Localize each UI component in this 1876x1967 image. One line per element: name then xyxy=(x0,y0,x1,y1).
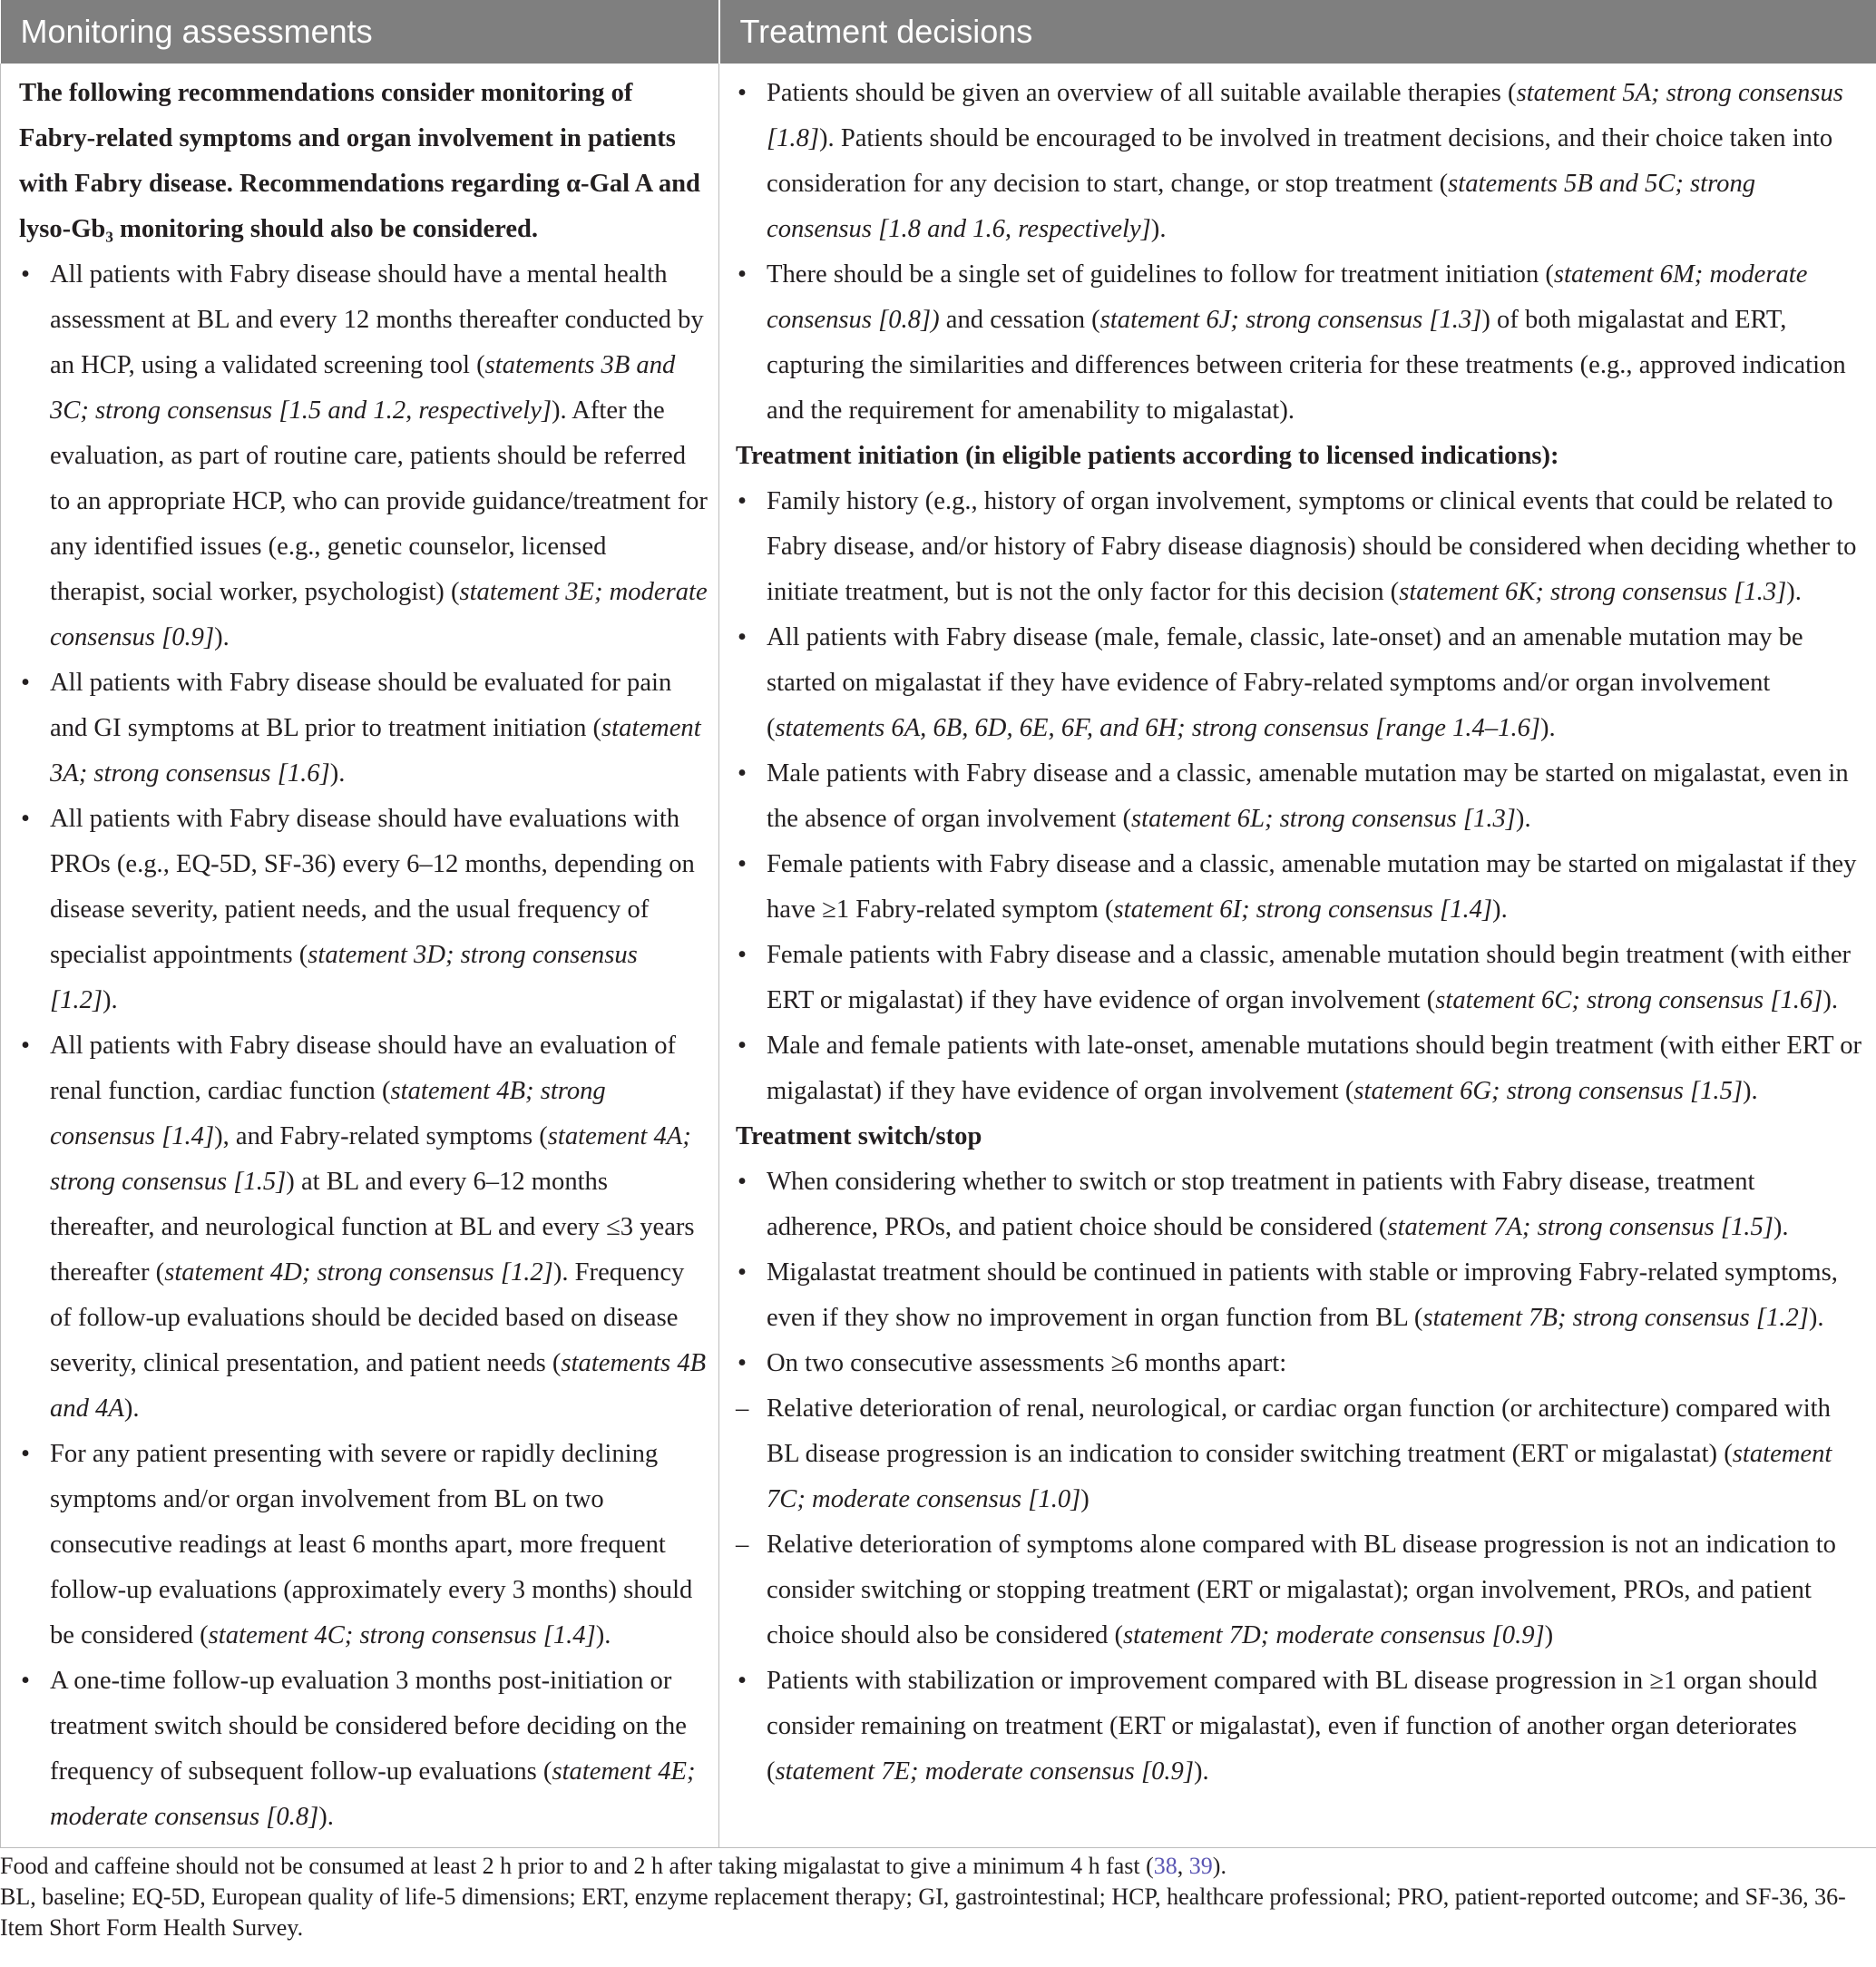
bullet-point: • xyxy=(738,79,747,107)
header-monitoring-assessments: Monitoring assessments xyxy=(1,0,719,64)
item-text: All patients with Fabry disease should have a mental health assessment at BL and every 12 months thereafter conducted by an HCP, using a validated screening tool ( xyxy=(50,260,704,379)
bullet-point: • xyxy=(21,1032,31,1060)
item-text: ). xyxy=(1150,215,1167,243)
treatment-initiation-item xyxy=(736,751,1867,842)
bullet-point: • xyxy=(21,260,31,289)
item-text: ). xyxy=(1743,1077,1758,1105)
bullet-point: • xyxy=(738,1032,747,1060)
monitoring-intro: The following recommendations consider monitoring of Fabry-related symptoms and organ involvement in patients with Fabry disease. Recommendations regarding α-Gal A and lyso-Gb₃ monitoring should also be considered. xyxy=(19,79,700,243)
table-body-row xyxy=(1,64,1876,1848)
treatment-general-item xyxy=(736,71,1867,252)
treatment-general-item xyxy=(736,252,1867,434)
bullet-point: • xyxy=(738,941,747,969)
item-text: On two consecutive assessments ≥6 months apart: xyxy=(767,1349,1287,1377)
statement-citation: statement 6J; strong consensus [1.3] xyxy=(1099,306,1482,334)
monitoring-list xyxy=(19,252,708,1840)
treatment-initiation-item xyxy=(736,1023,1867,1114)
abbreviations-note: BL, baseline; EQ-5D, European quality of life-5 dimensions; ERT, enzyme replacement therapy; GI, gastrointestinal; HCP, healthcare professional; PRO, patient-reported outcome; and SF-36, 36-Item Short Form Health Survey. xyxy=(0,1884,1846,1941)
item-text: For any patient presenting with severe or rapidly declining symptoms and/or organ involvement from BL on two consecutive readings at least 6 months apart, more frequent follow-up evaluations (approximately every 3 months) should be considered ( xyxy=(50,1440,693,1649)
treatment-initiation-item xyxy=(736,933,1867,1023)
statement-citation: statement 3A; strong consensus [1.6] xyxy=(50,714,701,788)
item-text: ). xyxy=(1193,1757,1209,1786)
bullet-point: • xyxy=(738,260,747,289)
item-text: There should be a single set of guidelines to follow for treatment initiation ( xyxy=(767,260,1554,289)
note-text: Food and caffeine should not be consumed at least 2 h prior to and 2 h after taking migalastat to give a minimum 4 h fast ( xyxy=(0,1853,1154,1879)
statement-citation: statement 5A; strong consensus [1.8] xyxy=(767,79,1843,152)
treatment-general-list xyxy=(736,71,1867,434)
item-text: Migalastat treatment should be continued in patients with stable or improving Fabry-related symptoms, even if they show no improvement in organ function from BL ( xyxy=(767,1258,1838,1332)
item-text: ). xyxy=(318,1803,334,1831)
bullet-point: • xyxy=(738,1258,747,1287)
item-text: Relative deterioration of renal, neurological, or cardiac organ function (or architecture) compared with BL disease progression is an indication to consider switching treatment (ERT or migalastat) ( xyxy=(767,1395,1831,1468)
statement-citation: statement 7B; strong consensus [1.2] xyxy=(1422,1304,1809,1332)
treatment-switch-item xyxy=(736,1386,1867,1522)
statement-citation: statement 4E; moderate consensus [0.8] xyxy=(50,1757,696,1831)
bullet-point: • xyxy=(738,850,747,878)
dash-bullet: – xyxy=(736,1395,749,1423)
statement-citation: statement 6G; strong consensus [1.5] xyxy=(1353,1077,1744,1105)
item-text: Family history (e.g., history of organ involvement, symptoms or clinical events that could be related to Fabry disease, and/or history of Fabry disease diagnosis) should be considered when deciding whether to initiate treatment, but is not the only factor for this decision ( xyxy=(767,487,1857,606)
note-end: ). xyxy=(1212,1853,1226,1879)
treatment-switch-item xyxy=(736,1341,1867,1386)
statement-citation: statement 6L; strong consensus [1.3] xyxy=(1131,805,1516,833)
table-footnotes xyxy=(0,1851,1876,1943)
statement-citation: statements 4B and 4A xyxy=(50,1349,707,1423)
item-text: All patients with Fabry disease (male, female, classic, late-onset) and an amenable mutation may be started on migalastat if they have evidence of Fabry-related symptoms and/or organ involvement ( xyxy=(767,623,1803,742)
item-text: ). xyxy=(123,1395,140,1423)
bullet-point: • xyxy=(738,759,747,788)
bullet-point: • xyxy=(21,1440,31,1468)
statement-citation: statement 7C; moderate consensus [1.0] xyxy=(767,1440,1832,1513)
item-text: ). xyxy=(1822,986,1838,1014)
item-text: ). xyxy=(1540,714,1556,742)
bullet-point: • xyxy=(21,1667,31,1695)
item-text: ). xyxy=(1786,578,1802,606)
bullet-point: • xyxy=(738,487,747,515)
treatment-switch-list xyxy=(736,1160,1867,1795)
reference-link-39[interactable]: 39 xyxy=(1188,1853,1213,1879)
item-text: ). After the evaluation, as part of routine care, patients should be referred to an appropriate HCP, who can provide guidance/treatment for any identified issues (e.g., genetic counselor, licensed therapist, social worker, psychologist) ( xyxy=(50,396,708,606)
treatment-initiation-item xyxy=(736,479,1867,615)
monitoring-item xyxy=(19,797,708,1023)
treatment-switch-item xyxy=(736,1160,1867,1250)
item-text: Patients should be given an overview of all suitable available therapies ( xyxy=(767,79,1517,107)
item-text: All patients with Fabry disease should have an evaluation of renal function, cardiac function ( xyxy=(50,1032,677,1105)
monitoring-cell xyxy=(1,64,719,1848)
item-text: ), and Fabry-related symptoms ( xyxy=(214,1122,548,1150)
item-text: ). xyxy=(1515,805,1531,833)
statement-citation: statement 6C; strong consensus [1.6] xyxy=(1435,986,1823,1014)
treatment-initiation-item xyxy=(736,615,1867,751)
bullet-point: • xyxy=(21,669,31,697)
item-text: When considering whether to switch or stop treatment in patients with Fabry disease, treatment adherence, PROs, and patient choice should be considered ( xyxy=(767,1168,1755,1241)
statement-citation: statements 3B and 3C; strong consensus [1.5 and 1.2, respectively] xyxy=(50,351,676,425)
statement-citation: statement 4B; strong consensus [1.4] xyxy=(50,1077,606,1150)
statement-citation: statement 3E; moderate consensus [0.9] xyxy=(50,578,708,651)
bullet-point: • xyxy=(21,805,31,833)
monitoring-item xyxy=(19,252,708,661)
item-text: ). xyxy=(1492,895,1508,924)
statement-citation: statement 7D; moderate consensus [0.9] xyxy=(1123,1621,1545,1649)
item-text: ) xyxy=(1080,1485,1089,1513)
statement-citation: statement 4D; strong consensus [1.2] xyxy=(164,1258,553,1287)
monitoring-item xyxy=(19,1432,708,1659)
treatment-switch-item xyxy=(736,1522,1867,1659)
item-text: Male patients with Fabry disease and a classic, amenable mutation may be started on migalastat, even in the absence of organ involvement ( xyxy=(767,759,1849,833)
statement-citation: statements 5B and 5C; strong consensus [1.8 and 1.6, respectively] xyxy=(767,170,1756,243)
item-text: Male and female patients with late-onset, amenable mutations should begin treatment (with either ERT or migalastat) if they have evidence of organ involvement ( xyxy=(767,1032,1862,1105)
item-text: All patients with Fabry disease should have evaluations with PROs (e.g., EQ-5D, SF-36) every 6–12 months, depending on disease severity, patient needs, and the usual frequency of specialist appointments ( xyxy=(50,805,695,969)
monitoring-item xyxy=(19,661,708,797)
statement-citation: statement 4C; strong consensus [1.4] xyxy=(208,1621,596,1649)
monitoring-item xyxy=(19,1023,708,1432)
item-text: Relative deterioration of symptoms alone compared with BL disease progression is not an indication to consider switching or stopping treatment (ERT or migalastat); organ involvement, PROs, and patient choice should also be considered ( xyxy=(767,1531,1836,1649)
initiation-heading: Treatment initiation (in eligible patients according to licensed indications): xyxy=(736,442,1559,470)
item-text: ). Patients should be encouraged to be involved in treatment decisions, and their choice taken into consideration for any decision to start, change, or stop treatment ( xyxy=(767,124,1833,198)
bullet-point: • xyxy=(738,623,747,651)
item-text: Female patients with Fabry disease and a classic, amenable mutation should begin treatment (with either ERT or migalastat) if they have evidence of organ involvement ( xyxy=(767,941,1852,1014)
item-text: ). Frequency of follow-up evaluations should be decided based on disease severity, clinical presentation, and patient needs ( xyxy=(50,1258,685,1377)
treatment-initiation-item xyxy=(736,842,1867,933)
item-text: ). xyxy=(1773,1213,1789,1241)
treatment-cell xyxy=(719,64,1876,1848)
reference-link-38[interactable]: 38 xyxy=(1153,1853,1177,1879)
item-text: ). xyxy=(1808,1304,1824,1332)
treatment-switch-item xyxy=(736,1250,1867,1341)
statement-citation: statement 6K; strong consensus [1.3] xyxy=(1399,578,1787,606)
monitoring-item xyxy=(19,1659,708,1840)
table-header-row xyxy=(1,0,1876,64)
item-text: All patients with Fabry disease should be evaluated for pain and GI symptoms at BL prior to treatment initiation ( xyxy=(50,669,672,742)
statement-citation: statement 6M; moderate consensus [0.8]) xyxy=(767,260,1808,334)
statement-citation: statements 6A, 6B, 6D, 6E, 6F, and 6H; strong consensus [range 1.4–1.6] xyxy=(775,714,1541,742)
switch-heading: Treatment switch/stop xyxy=(736,1122,982,1150)
treatment-initiation-list xyxy=(736,479,1867,1114)
dash-bullet: – xyxy=(736,1531,749,1559)
statement-citation: statement 7A; strong consensus [1.5] xyxy=(1387,1213,1773,1241)
bullet-point: • xyxy=(738,1349,747,1377)
item-text: Female patients with Fabry disease and a classic, amenable mutation may be started on migalastat if they have ≥1 Fabry-related symptom ( xyxy=(767,850,1857,924)
item-text: A one-time follow-up evaluation 3 months post-initiation or treatment switch should be considered before deciding on the frequency of subsequent follow-up evaluations ( xyxy=(50,1667,687,1786)
item-text: ). xyxy=(329,759,346,788)
bullet-point: • xyxy=(738,1168,747,1196)
food-caffeine-note xyxy=(0,1851,1876,1882)
item-text: ). xyxy=(103,986,118,1014)
bullet-point: • xyxy=(738,1667,747,1695)
item-text: ) of both migalastat and ERT, capturing the similarities and differences between criteria for these treatments (e.g., approved indication and the requirement for amenability to migalastat). xyxy=(767,306,1846,425)
ref-separator: , xyxy=(1177,1853,1189,1879)
item-text: ). xyxy=(214,623,230,651)
item-text: ). xyxy=(595,1621,611,1649)
item-text: and cessation ( xyxy=(939,306,1100,334)
statement-citation: statement 4A; strong consensus [1.5] xyxy=(50,1122,691,1196)
treatment-switch-item xyxy=(736,1659,1867,1795)
statement-citation: statement 3D; strong consensus [1.2] xyxy=(50,941,638,1014)
item-text: Patients with stabilization or improvement compared with BL disease progression in ≥1 organ should consider remaining on treatment (ERT or migalastat), even if function of another organ deteriorates ( xyxy=(767,1667,1818,1786)
statement-citation: statement 6I; strong consensus [1.4] xyxy=(1113,895,1493,924)
item-text: ) at BL and every 6–12 months thereafter, and neurological function at BL and every ≤3 years thereafter ( xyxy=(50,1168,695,1287)
statement-citation: statement 7E; moderate consensus [0.9] xyxy=(775,1757,1194,1786)
item-text: ) xyxy=(1544,1621,1554,1649)
header-treatment-decisions: Treatment decisions xyxy=(719,0,1876,64)
